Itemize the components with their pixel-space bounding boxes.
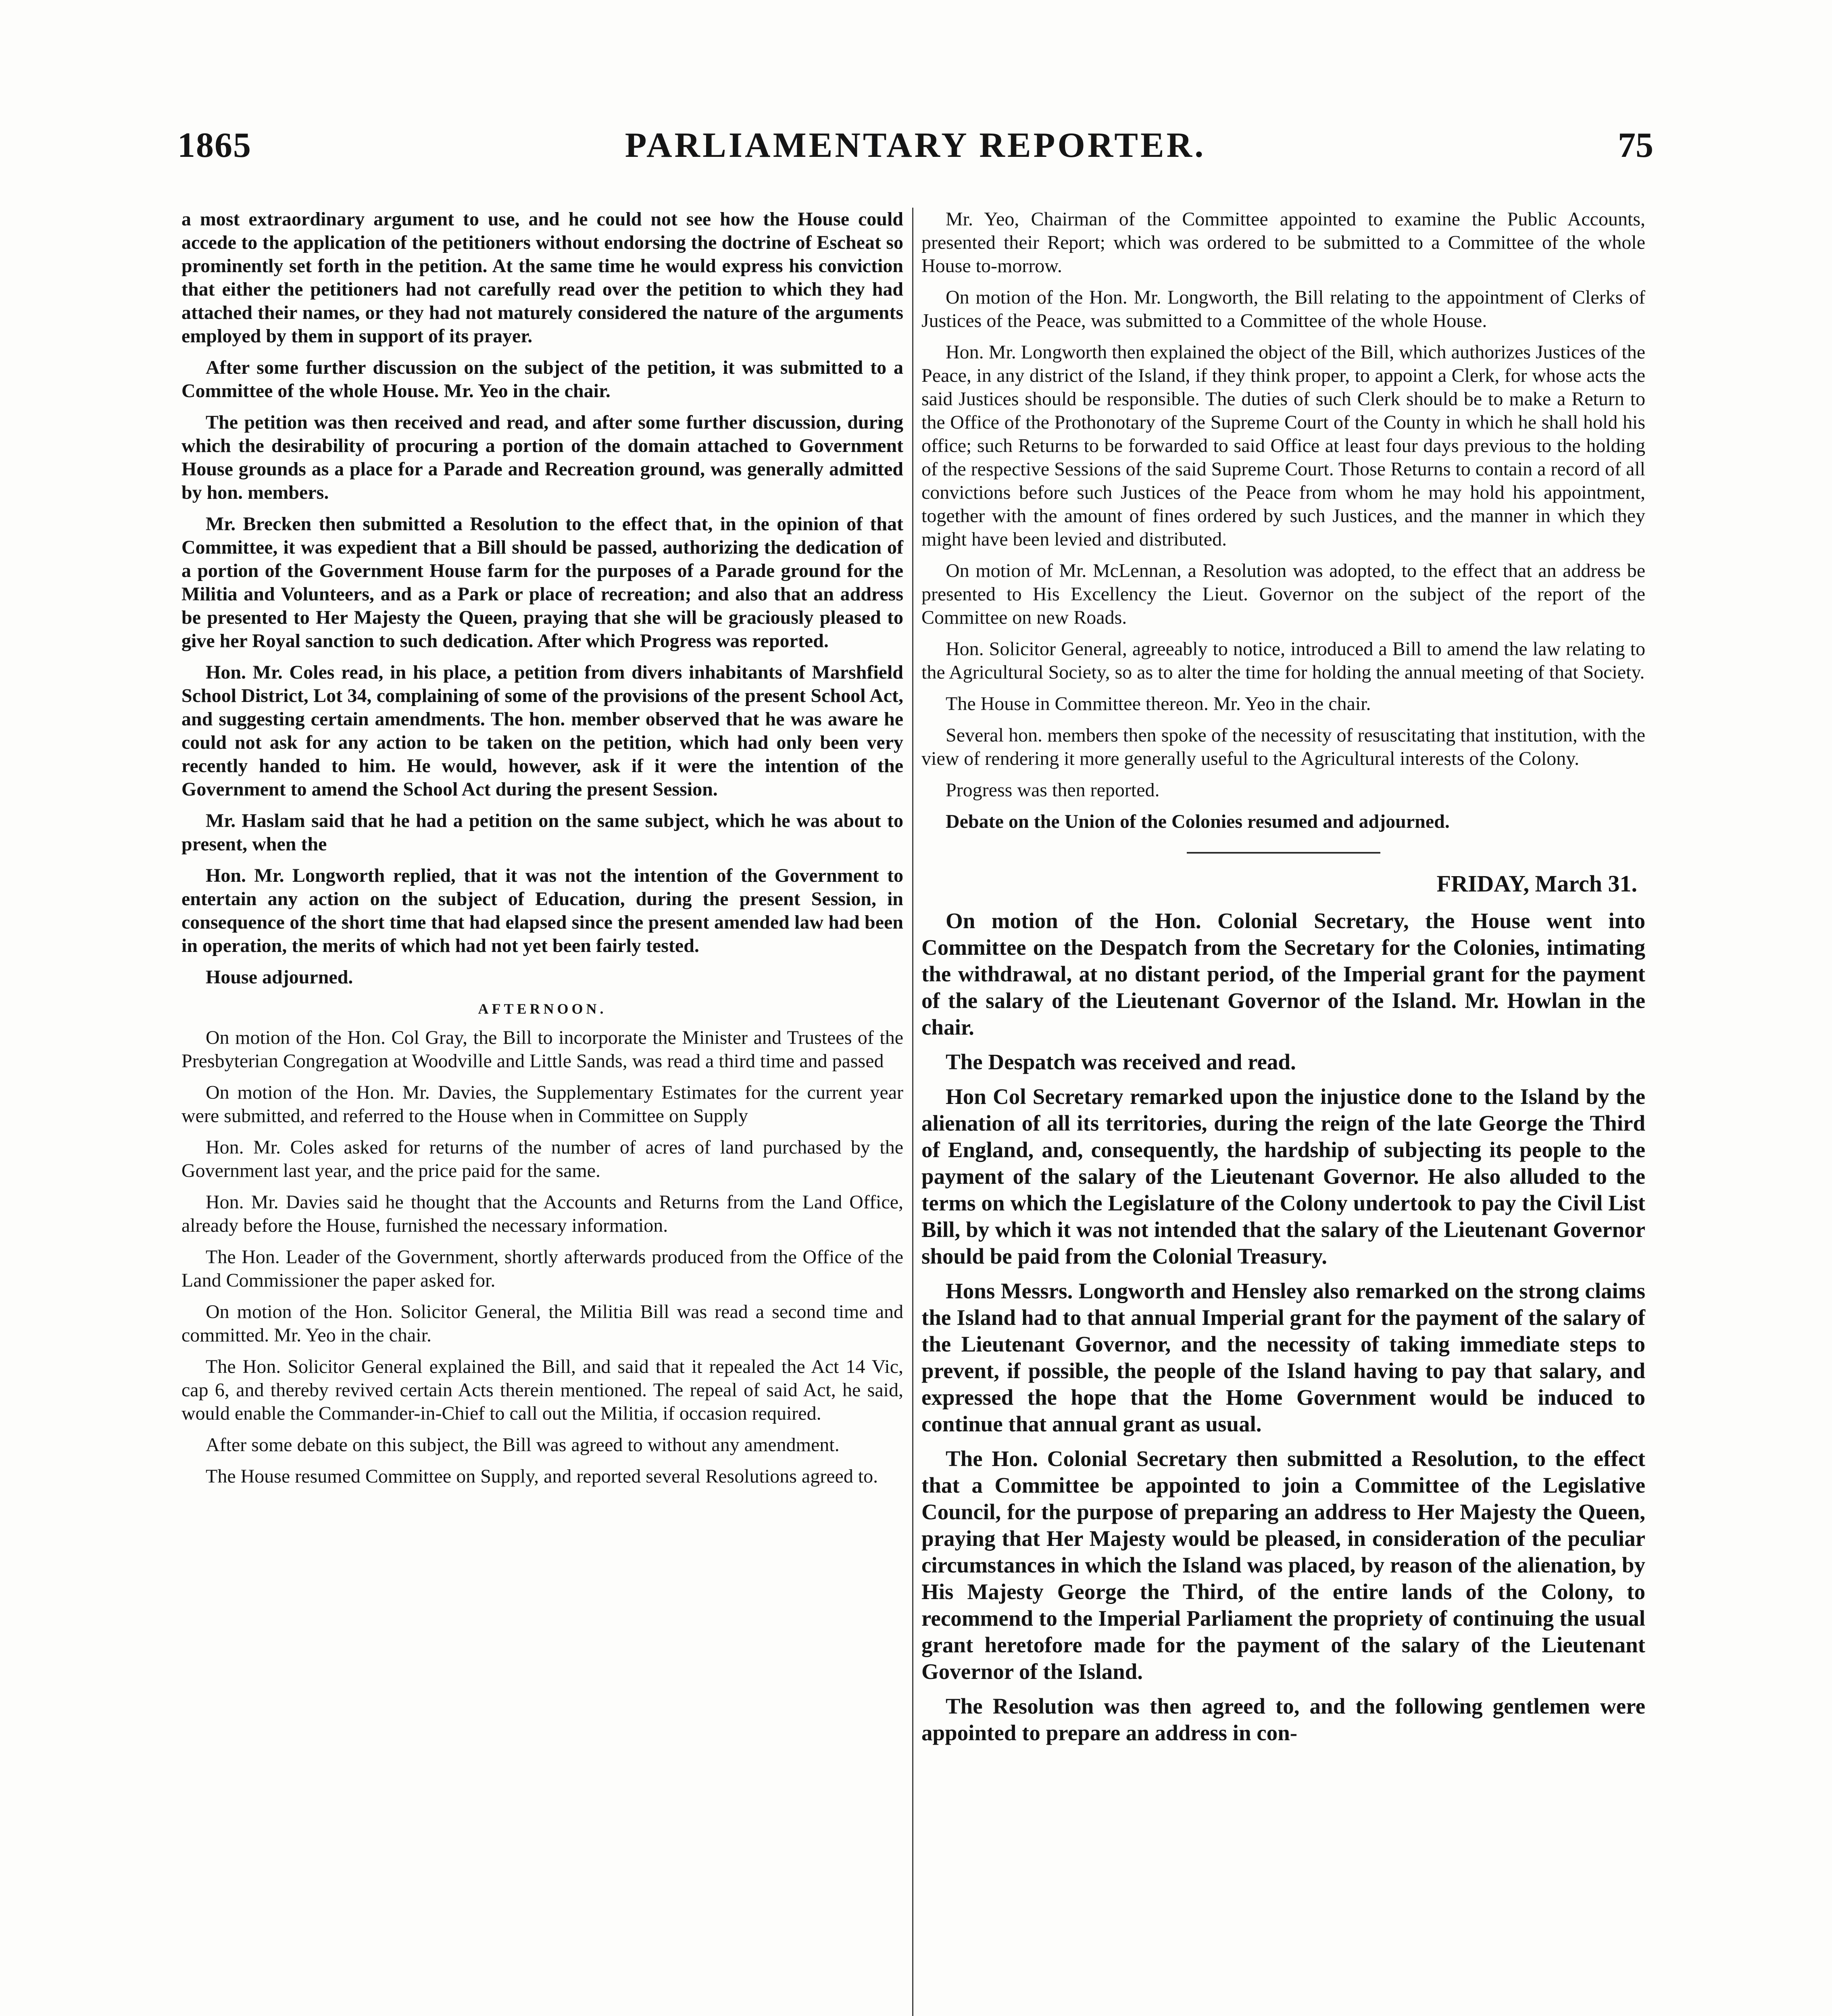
paragraph: Hons Messrs. Longworth and Hensley also remarked on the strong claims the Island had to that annual Imperial grant for the payment of the salary of the Lieutenant Governor, and the necessity of taking immediate steps to prevent, if possible, the people of the Island having to pay that salary, and expressed the hope that the Home Government would be induced to continue that annual grant as usual. [921, 1279, 1645, 1436]
column-divider [912, 208, 913, 2016]
paragraph: Several hon. members then spoke of the necessity of resuscitating that institution, with the view of rendering it more generally useful to the Agricultural interests of the Colony. [921, 725, 1645, 769]
paragraph: Mr. Haslam said that he had a petition on the same subject, which he was about to present, when the [181, 810, 903, 855]
paragraph: The Hon. Leader of the Government, shortly afterwards produced from the Office of the Land Commissioner the paper asked for. [181, 1246, 903, 1291]
journal-title: PARLIAMENTARY REPORTER. [625, 126, 1206, 165]
paragraph: On motion of the Hon. Col Gray, the Bill to incorporate the Minister and Trustees of the Presbyterian Congregation at Woodville and Little Sands, was read a third time and passed [181, 1027, 903, 1072]
paragraph: Debate on the Union of the Colonies resumed and adjourned. [946, 811, 1450, 832]
left-column [181, 208, 903, 1496]
date-heading: FRIDAY, March 31. [1436, 871, 1637, 897]
paragraph: The Hon. Colonial Secretary then submitted a Resolution, to the effect that a Committee be appointed to join a Committee of the Legislative Council, for the purpose of preparing an address to Her Majesty the Queen, praying that Her Majesty would be pleased, in consideration of the peculiar circumstances in which the Island was placed, by reason of the alienation, by His Majesty George the Third, of the entire lands of the Colony, to recommend to the Imperial Parliament the propriety of continuing the usual grant heretofore made for the payment of the salary of the Lieutenant Governor of the Island. [921, 1446, 1645, 1684]
paragraph: On motion of the Hon. Colonial Secretary, the House went into Committee on the Despatch from the Secretary for the Colonies, intimating the withdrawal, at no distant period, of the Imperial grant for the payment of the salary of the Lieutenant Governor of the Island. Mr. Howlan in the chair. [921, 908, 1645, 1039]
paragraph: The Despatch was received and read. [946, 1050, 1296, 1074]
paragraph: After some debate on this subject, the Bill was agreed to without any amendment. [206, 1434, 840, 1456]
page-year: 1865 [177, 126, 252, 165]
paragraph: Hon Col Secretary remarked upon the injustice done to the Island by the alienation of all its territories, during the reign of the late George the Third of England, and, consequently, the hardship of subjecting its people to the payment of the salary of the Lieutenant Governor. He also alluded to the terms on which the Legislature of the Colony undertook to pay the Civil List Bill, by which it was not intended that the salary of the Lieutenant Governor should be paid from the Colonial Treasury. [921, 1084, 1645, 1268]
paragraph: The House in Committee thereon. Mr. Yeo in the chair. [946, 693, 1371, 714]
section-heading: AFTERNOON. [478, 1001, 607, 1017]
right-column [921, 208, 1645, 1754]
paragraph: After some further discussion on the subject of the petition, it was submitted to a Committee of the whole House. Mr. Yeo in the chair. [181, 357, 903, 402]
paragraph: Hon. Mr. Coles asked for returns of the number of acres of land purchased by the Government last year, and the price paid for the same. [181, 1137, 903, 1181]
paragraph: House adjourned. [206, 966, 353, 988]
paragraph: Mr. Yeo, Chairman of the Committee appointed to examine the Public Accounts, presented their Report; which was ordered to be submitted to a Committee of the whole House to-morrow. [921, 208, 1645, 277]
paragraph: Progress was then reported. [946, 779, 1160, 801]
section-rule [1187, 852, 1380, 854]
paragraph: On motion of the Hon. Mr. Davies, the Supplementary Estimates for the current year were submitted, and referred to the House when in Committee on Supply [181, 1082, 903, 1127]
paragraph: Hon. Mr. Longworth replied, that it was not the intention of the Government to entertain any action on the subject of Education, during the present Session, in consequence of the short time that had elapsed since the present amended law had been in operation, the merits of which had not yet been fairly tested. [181, 865, 903, 956]
paragraph: Hon. Solicitor General, agreeably to notice, introduced a Bill to amend the law relating to the Agricultural Society, so as to alter the time for holding the annual meeting of that Society. [921, 638, 1645, 683]
paragraph: The Resolution was then agreed to, and the following gentlemen were appointed to prepare an address in con- [921, 1694, 1645, 1745]
paragraph: a most extraordinary argument to use, and he could not see how the House could accede to the application of the petitioners without endorsing the doctrine of Escheat so prominently set forth in the petition. At the same time he would express his conviction that either the petitioners had not carefully read over the petition to which they had attached their names, or they had not maturely considered the nature of the arguments employed by them in support of its prayer. [181, 208, 903, 347]
running-head [177, 121, 1653, 177]
paragraph: Hon. Mr. Coles read, in his place, a petition from divers inhabitants of Marshfield School District, Lot 34, complaining of some of the provisions of the present School Act, and suggesting certain amendments. The hon. member observed that he was aware he could not ask for any action to be taken on the petition, which had only been very recently handed to him. He would, however, ask if it were the intention of the Government to amend the School Act during the present Session. [181, 662, 903, 800]
paragraph: On motion of Mr. McLennan, a Resolution was adopted, to the effect that an address be presented to His Excellency the Lieut. Governor on the subject of the report of the Committee on new Roads. [921, 560, 1645, 628]
paragraph: Hon. Mr. Longworth then explained the object of the Bill, which authorizes Justices of the Peace, in any district of the Island, if they think proper, to appoint a Clerk, for whose acts the said Justices should be responsible. The duties of such Clerk should be to make a Return to the Office of the Prothonotary of the Supreme Court of the County in which he shall hold his office; such Returns to be forwarded to said Office at least four days previous to the holding of the respective Sessions of the said Supreme Court. Those Returns to contain a record of all convictions before such Justices of the Peace from whom he may hold his appointment, together with the amount of fines ordered by such Justices, and the manner in which they might have been levied and distributed. [921, 342, 1645, 550]
paragraph: The Hon. Solicitor General explained the Bill, and said that it repealed the Act 14 Vic, cap 6, and thereby revived certain Acts therein mentioned. The repeal of said Act, he said, would enable the Commander-in-Chief to call out the Militia, if occasion required. [181, 1356, 903, 1424]
paragraph: The House resumed Committee on Supply, and reported several Resolutions agreed to. [206, 1466, 878, 1487]
paragraph: On motion of the Hon. Mr. Longworth, the Bill relating to the appointment of Clerks of Justices of the Peace, was submitted to a Committee of the whole House. [921, 287, 1645, 331]
paragraph: On motion of the Hon. Solicitor General, the Militia Bill was read a second time and committed. Mr. Yeo in the chair. [181, 1301, 903, 1346]
page-number: 75 [1618, 126, 1653, 165]
paragraph: Hon. Mr. Davies said he thought that the Accounts and Returns from the Land Office, already before the House, furnished the necessary information. [181, 1191, 903, 1236]
paragraph: The petition was then received and read, and after some further discussion, during which the desirability of procuring a portion of the domain attached to Government House grounds as a place for a Parade and Recreation ground, was generally admitted by hon. members. [181, 412, 903, 503]
paragraph: Mr. Brecken then submitted a Resolution to the effect that, in the opinion of that Committee, it was expedient that a Bill should be passed, authorizing the dedication of a portion of the Government House farm for the purposes of a Parade ground for the Militia and Volunteers, and as a Park or place of recreation; and also that an address be presented to Her Majesty the Queen, praying that she will be graciously pleased to give her Royal sanction to such dedication. After which Progress was reported. [181, 513, 903, 652]
